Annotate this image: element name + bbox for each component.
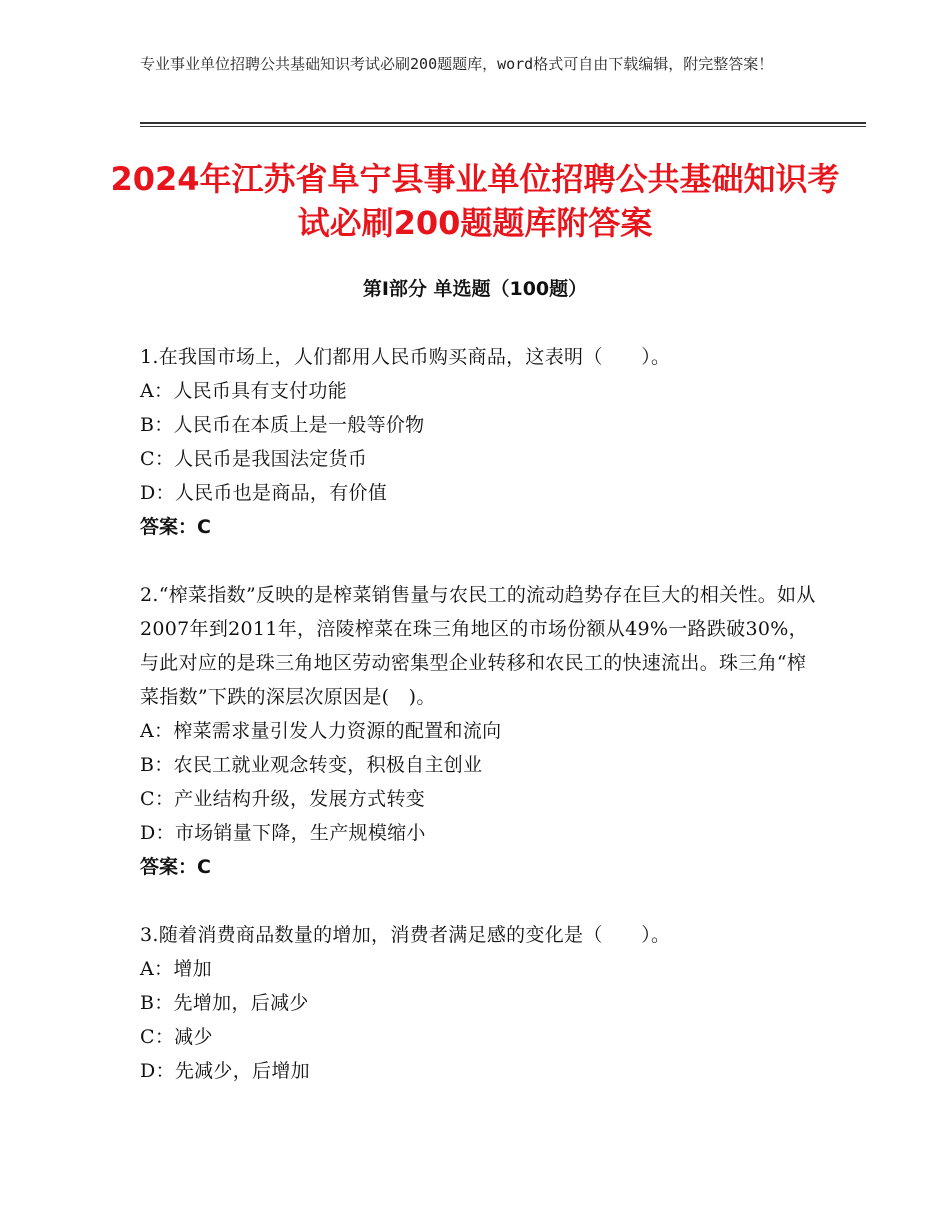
option-c: C：人民币是我国法定货币 xyxy=(140,448,368,470)
option-a: A：增加 xyxy=(140,958,212,980)
option-a: A：人民币具有支付功能 xyxy=(140,380,348,402)
question-stem: 1.在我国市场上，人们都用人民币购买商品，这表明（ ）。 xyxy=(140,346,671,368)
option-a: A：榨菜需求量引发人力资源的配置和流向 xyxy=(140,720,502,742)
option-b: B：农民工就业观念转变，积极自主创业 xyxy=(140,754,483,776)
question-list xyxy=(140,340,820,1122)
question-1 xyxy=(140,340,820,544)
question-2 xyxy=(140,578,820,884)
question-stem: 2.“榨菜指数”反映的是榨菜销售量与农民工的流动趋势存在巨大的相关性。如从2007年到2011年，涪陵榨菜在珠三角地区的市场份额从49%一路跌破30%，与此对应的是珠三角地区劳动密集型企业转移和农民工的快速流出。珠三角“榨菜指数”下跌的深层次原因是( )。 xyxy=(140,584,816,708)
header-rule-thick xyxy=(140,122,866,124)
answer-label: 答案：C xyxy=(140,516,211,538)
question-3 xyxy=(140,918,820,1088)
option-b: B：先增加，后减少 xyxy=(140,992,309,1014)
document-title: 2024年江苏省阜宁县事业单位招聘公共基础知识考试必刷200题题库附答案 xyxy=(110,160,840,242)
option-d: D：市场销量下降，生产规模缩小 xyxy=(140,822,426,844)
answer-label: 答案：C xyxy=(140,856,211,878)
header-note: 专业事业单位招聘公共基础知识考试必刷200题题库，word格式可自由下载编辑，附完整答案！ xyxy=(140,55,774,73)
option-d: D：先减少，后增加 xyxy=(140,1060,310,1082)
option-c: C：减少 xyxy=(140,1026,213,1048)
section-heading: 第Ⅰ部分 单选题（100题） xyxy=(362,278,588,300)
option-d: D：人民币也是商品，有价值 xyxy=(140,482,388,504)
option-c: C：产业结构升级，发展方式转变 xyxy=(140,788,426,810)
header-rule-thin xyxy=(140,126,866,127)
option-b: B：人民币在本质上是一般等价物 xyxy=(140,414,425,436)
question-stem: 3.随着消费商品数量的增加，消费者满足感的变化是（ ）。 xyxy=(140,924,671,946)
